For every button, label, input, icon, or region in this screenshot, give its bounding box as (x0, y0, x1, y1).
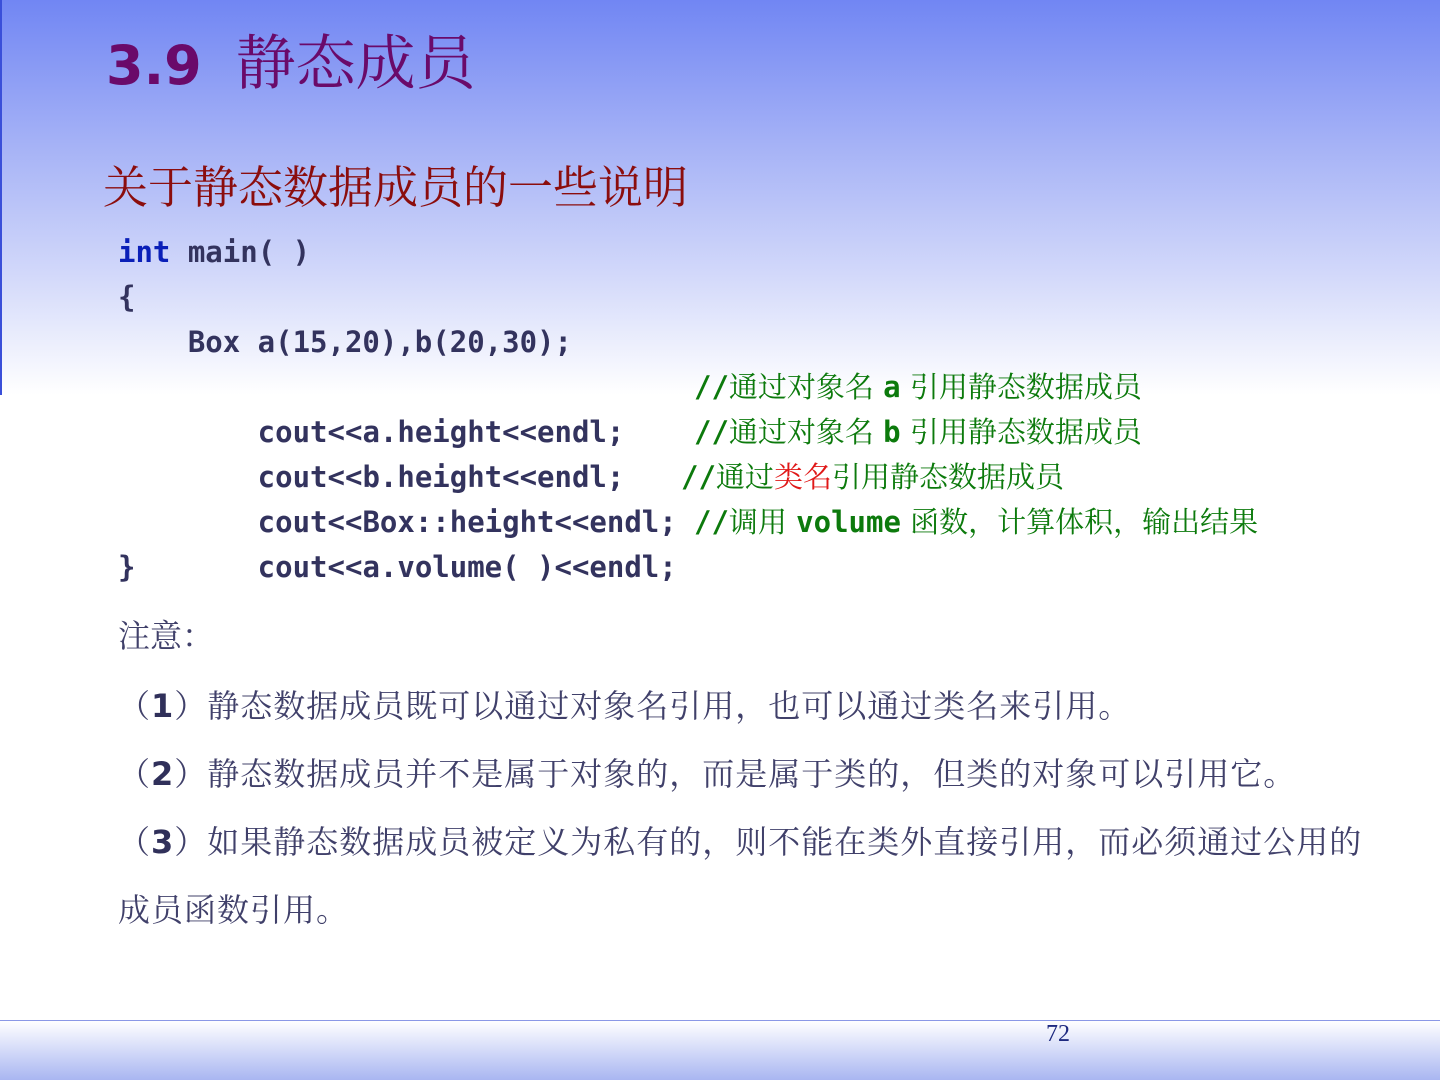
footer-band (0, 1021, 1440, 1080)
comment-text: 引用静态数据成员 (831, 460, 1064, 494)
comment-slashes: // (694, 415, 729, 449)
code-comment (694, 365, 1142, 410)
note-paren: ） (174, 755, 208, 793)
note-number: 2 (151, 755, 175, 793)
code-line: { (118, 280, 136, 314)
comment-text: 引用静态数据成员 (909, 370, 1142, 404)
note-number: 3 (151, 823, 175, 861)
comment-slashes: // (681, 460, 716, 494)
code-line (118, 365, 1418, 449)
note-text: 如果静态数据成员被定义为私有的，则不能在类外直接引用，而必须通过公用的成员函数引用。 (118, 823, 1363, 929)
code-comment (694, 410, 1142, 455)
comment-text: 函数，计算体积，输出结果 (910, 505, 1259, 539)
footer-divider (0, 1020, 1440, 1021)
note-paren: ） (174, 823, 208, 861)
code-line (118, 230, 1418, 275)
comment-text: 通过 (715, 460, 774, 494)
comment-text: 引用静态数据成员 (909, 415, 1142, 449)
code-text: main( ) (170, 235, 311, 269)
code-text: cout<<a.volume( )<<endl; (187, 550, 677, 584)
comment-highlight: 类名 (773, 460, 832, 494)
comment-text: 通过对象名 (728, 370, 874, 404)
slide-title (106, 24, 476, 104)
section-title: 静态成员 (235, 29, 476, 99)
code-comment (694, 500, 1258, 545)
comment-identifier: b (883, 415, 901, 449)
note-paren: （ (118, 823, 152, 861)
page-number: 72 (1046, 1021, 1070, 1047)
code-block (118, 230, 1418, 590)
comment-slashes: // (694, 505, 729, 539)
note-text: 静态数据成员既可以通过对象名引用，也可以通过类名来引用。 (207, 687, 1132, 725)
code-line: } (118, 550, 136, 584)
comment-text: 调用 (728, 505, 787, 539)
notes-heading: 注意： (118, 617, 215, 655)
note-paren: ） (174, 687, 208, 725)
note-text: 静态数据成员并不是属于对象的，而是属于类的，但类的对象可以引用它。 (207, 755, 1297, 793)
code-line (118, 500, 1418, 584)
note-number: 1 (151, 687, 175, 725)
code-text: cout<<a.height<<endl; (187, 415, 625, 449)
comment-slashes: // (694, 370, 729, 404)
keyword: int (118, 235, 171, 269)
code-text: cout<<b.height<<endl; (187, 460, 625, 494)
note-item (118, 740, 1368, 808)
code-comment (681, 455, 1064, 500)
comment-identifier: a (883, 370, 901, 404)
note-paren: （ (118, 687, 152, 725)
code-text: cout<<Box::height<<endl; (187, 505, 677, 539)
comment-identifier: volume (796, 505, 901, 539)
notes-section (118, 606, 1368, 944)
note-paren: （ (118, 755, 152, 793)
note-item (118, 808, 1368, 944)
left-accent-bar (0, 0, 2, 395)
code-line: Box a(15,20),b(20,30); (118, 325, 572, 359)
note-item (118, 672, 1368, 740)
section-number: 3.9 (106, 34, 202, 97)
comment-text: 通过对象名 (728, 415, 874, 449)
slide-subtitle: 关于静态数据成员的一些说明 (103, 161, 689, 214)
